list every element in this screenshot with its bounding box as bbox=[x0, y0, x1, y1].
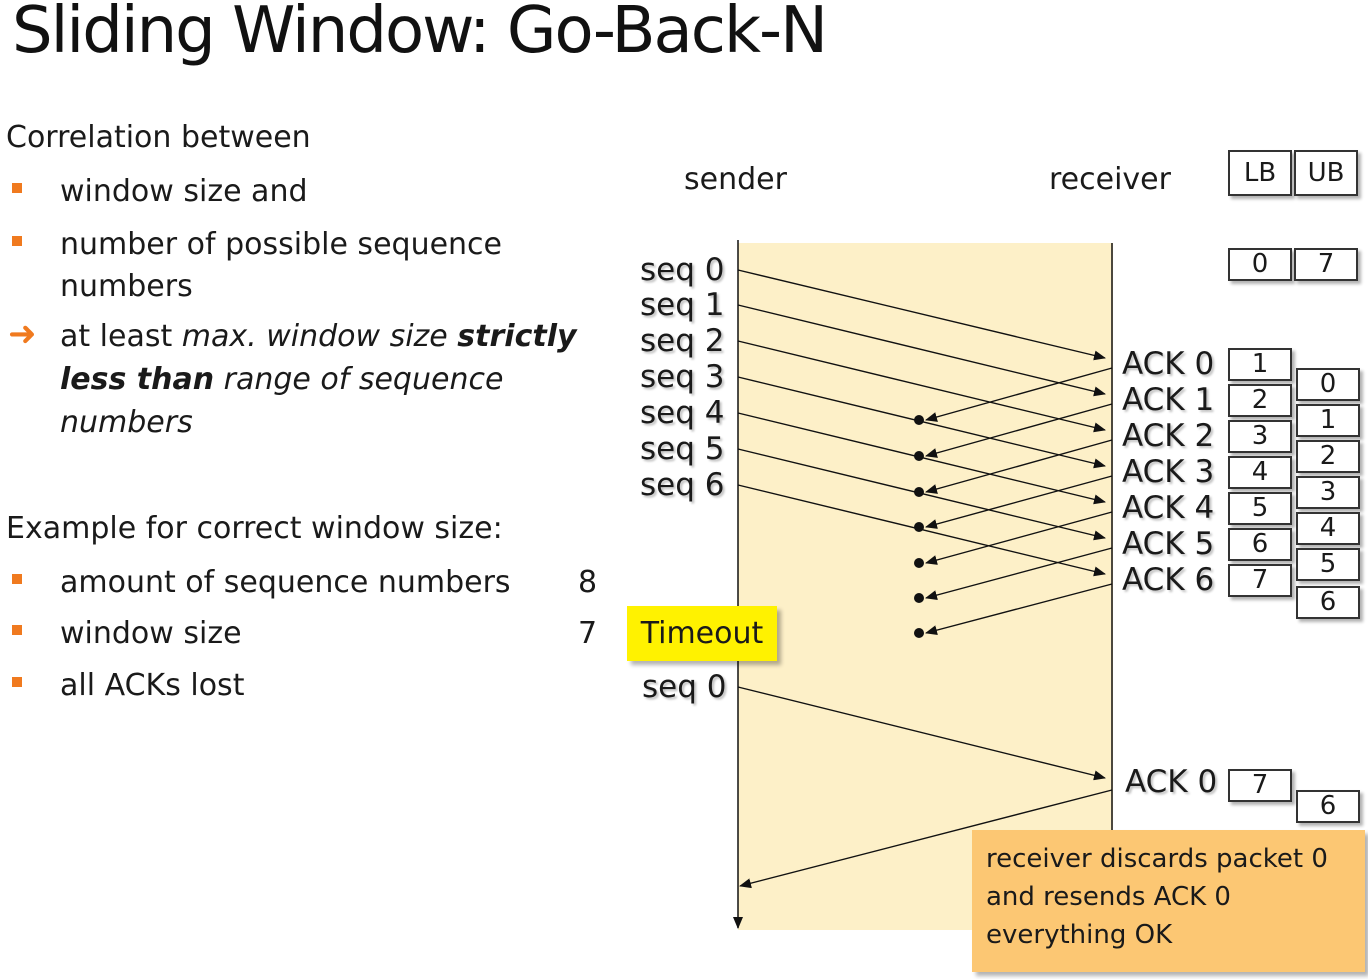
lost-ack-dot bbox=[914, 451, 924, 461]
note-line-1: receiver discards packet 0 bbox=[986, 844, 1328, 874]
seq-label-6: seq 6 bbox=[640, 467, 725, 503]
seq-label-4: seq 4 bbox=[640, 395, 725, 431]
seq-label-0: seq 0 bbox=[640, 252, 725, 288]
seq-label-1: seq 1 bbox=[640, 287, 725, 323]
bullet-window-size: window size and bbox=[60, 174, 308, 209]
lost-ack-dot bbox=[914, 558, 924, 568]
lb-box: 3 bbox=[1228, 420, 1292, 453]
ub-box: 1 bbox=[1296, 404, 1360, 437]
ack-label-3: ACK 3 bbox=[1122, 454, 1215, 490]
lb-box: 7 bbox=[1228, 564, 1292, 597]
receiver-label: receiver bbox=[1049, 162, 1171, 197]
ub-box: 6 bbox=[1296, 586, 1360, 619]
lb-box: 1 bbox=[1228, 348, 1292, 381]
seq-label-3: seq 3 bbox=[640, 359, 725, 395]
seq-label-5: seq 5 bbox=[640, 431, 725, 467]
conclusion-line-3: numbers bbox=[60, 405, 193, 440]
note-line-3: everything OK bbox=[986, 920, 1173, 950]
ack-label-6: ACK 6 bbox=[1122, 562, 1215, 598]
example-label-window: window size bbox=[60, 616, 242, 651]
correlation-heading: Correlation between bbox=[6, 120, 311, 155]
ack-label-4: ACK 4 bbox=[1122, 490, 1215, 526]
initial-ub-box: 7 bbox=[1294, 248, 1358, 281]
sender-label: sender bbox=[684, 162, 787, 197]
ub-box: 0 bbox=[1296, 368, 1360, 401]
lb-box: 5 bbox=[1228, 492, 1292, 525]
ack-label-0: ACK 0 bbox=[1122, 346, 1215, 382]
ack-label-2: ACK 2 bbox=[1122, 418, 1215, 454]
ub-box: 3 bbox=[1296, 476, 1360, 509]
lost-ack-dot bbox=[914, 415, 924, 425]
ub-box: 2 bbox=[1296, 440, 1360, 473]
lb-header-box: LB bbox=[1228, 150, 1292, 196]
example-heading: Example for correct window size: bbox=[6, 511, 503, 546]
lost-ack-dot bbox=[914, 487, 924, 497]
lost-ack-dot bbox=[914, 593, 924, 603]
example-value-window: 7 bbox=[578, 616, 598, 651]
right-arrow-icon: ➜ bbox=[8, 314, 37, 354]
receiver-note bbox=[972, 830, 1365, 972]
lb-box: 4 bbox=[1228, 456, 1292, 489]
lb-box: 2 bbox=[1228, 384, 1292, 417]
example-label-amount: amount of sequence numbers bbox=[60, 565, 511, 600]
final-lb-box: 7 bbox=[1228, 769, 1292, 802]
slide-title: Sliding Window: Go-Back-N bbox=[12, 0, 826, 68]
ack-label-1: ACK 1 bbox=[1122, 382, 1215, 418]
bullet-sequence-numbers-cont: numbers bbox=[60, 269, 193, 304]
bullet-sequence-numbers: number of possible sequence bbox=[60, 227, 503, 262]
final-ub-box: 6 bbox=[1296, 790, 1360, 823]
conclusion-line-1: at least max. window size strictly bbox=[60, 319, 577, 354]
lb-box: 6 bbox=[1228, 528, 1292, 561]
seq-label-2: seq 2 bbox=[640, 323, 725, 359]
example-value-amount: 8 bbox=[578, 565, 598, 600]
ub-box: 5 bbox=[1296, 548, 1360, 581]
retransmit-ack-label: ACK 0 bbox=[1125, 764, 1218, 800]
conclusion-line-2: less than range of sequence bbox=[60, 362, 504, 397]
ack-label-5: ACK 5 bbox=[1122, 526, 1215, 562]
note-line-2: and resends ACK 0 bbox=[986, 882, 1231, 912]
ub-header-box: UB bbox=[1294, 150, 1358, 196]
initial-lb-box: 0 bbox=[1228, 248, 1292, 281]
timeout-label: Timeout bbox=[627, 606, 777, 661]
lost-ack-dot bbox=[914, 522, 924, 532]
lost-ack-dot bbox=[914, 628, 924, 638]
example-label-acks-lost: all ACKs lost bbox=[60, 668, 245, 703]
ub-box: 4 bbox=[1296, 512, 1360, 545]
retransmit-seq-label: seq 0 bbox=[642, 669, 727, 705]
